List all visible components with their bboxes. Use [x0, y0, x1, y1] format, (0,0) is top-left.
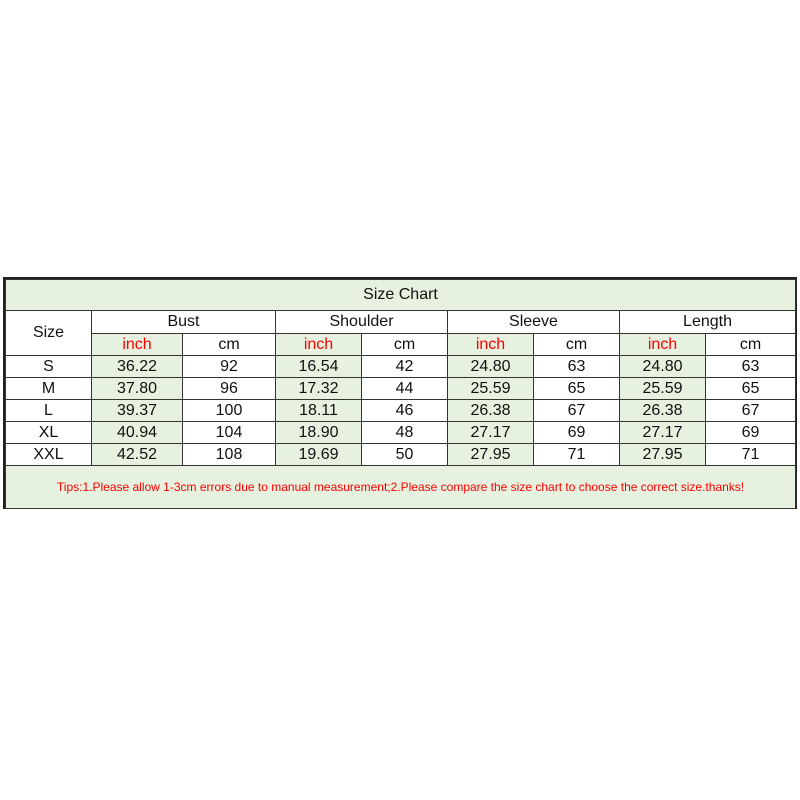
sleeve-inch-cell: 26.38: [448, 400, 534, 422]
unit-header: cm: [183, 334, 276, 356]
bust-cm-cell: 108: [183, 444, 276, 466]
size-chart-table: [5, 279, 796, 509]
bust-inch-cell: 37.80: [92, 378, 183, 400]
shoulder-cm-cell: 48: [362, 422, 448, 444]
unit-header: cm: [534, 334, 620, 356]
shoulder-cm-cell: 42: [362, 356, 448, 378]
sleeve-inch-cell: 25.59: [448, 378, 534, 400]
tips-text: Tips:1.Please allow 1-3cm errors due to manual measurement;2.Please compare the size chart to choose the correct size.thanks!: [56, 480, 745, 494]
bust-inch-cell: 39.37: [92, 400, 183, 422]
table-row: [6, 356, 796, 378]
length-inch-cell: 24.80: [620, 356, 706, 378]
unit-header: cm: [362, 334, 448, 356]
shoulder-cm-cell: 50: [362, 444, 448, 466]
sleeve-inch-cell: 24.80: [448, 356, 534, 378]
shoulder-inch-cell: 17.32: [276, 378, 362, 400]
shoulder-inch-cell: 18.90: [276, 422, 362, 444]
bust-inch-cell: 36.22: [92, 356, 183, 378]
bust-inch-cell: 40.94: [92, 422, 183, 444]
shoulder-inch-cell: 18.11: [276, 400, 362, 422]
length-inch-cell: 27.95: [620, 444, 706, 466]
size-label: M: [6, 378, 92, 400]
unit-header: inch: [448, 334, 534, 356]
unit-header: inch: [276, 334, 362, 356]
shoulder-cm-cell: 44: [362, 378, 448, 400]
tips-row: [6, 466, 796, 509]
group-header-length: Length: [620, 311, 796, 334]
size-label: XL: [6, 422, 92, 444]
shoulder-inch-cell: 19.69: [276, 444, 362, 466]
length-inch-cell: 26.38: [620, 400, 706, 422]
sleeve-inch-cell: 27.17: [448, 422, 534, 444]
bust-cm-cell: 92: [183, 356, 276, 378]
unit-header: inch: [92, 334, 183, 356]
table-row: [6, 444, 796, 466]
unit-header: inch: [620, 334, 706, 356]
shoulder-inch-cell: 16.54: [276, 356, 362, 378]
sleeve-inch-cell: 27.95: [448, 444, 534, 466]
group-header-sleeve: Sleeve: [448, 311, 620, 334]
table-row: [6, 422, 796, 444]
sleeve-cm-cell: 71: [534, 444, 620, 466]
sleeve-cm-cell: 69: [534, 422, 620, 444]
table-row: [6, 378, 796, 400]
size-label: S: [6, 356, 92, 378]
unit-header: cm: [706, 334, 796, 356]
sleeve-cm-cell: 65: [534, 378, 620, 400]
group-header-bust: Bust: [92, 311, 276, 334]
length-cm-cell: 63: [706, 356, 796, 378]
bust-cm-cell: 100: [183, 400, 276, 422]
length-cm-cell: 69: [706, 422, 796, 444]
bust-cm-cell: 104: [183, 422, 276, 444]
size-label: L: [6, 400, 92, 422]
length-inch-cell: 25.59: [620, 378, 706, 400]
shoulder-cm-cell: 46: [362, 400, 448, 422]
size-header: Size: [6, 311, 92, 356]
length-cm-cell: 71: [706, 444, 796, 466]
length-cm-cell: 67: [706, 400, 796, 422]
size-label: XXL: [6, 444, 92, 466]
bust-inch-cell: 42.52: [92, 444, 183, 466]
bust-cm-cell: 96: [183, 378, 276, 400]
size-chart-title: Size Chart: [6, 280, 796, 311]
length-cm-cell: 65: [706, 378, 796, 400]
sleeve-cm-cell: 63: [534, 356, 620, 378]
table-row: [6, 400, 796, 422]
size-chart: [3, 277, 797, 509]
length-inch-cell: 27.17: [620, 422, 706, 444]
sleeve-cm-cell: 67: [534, 400, 620, 422]
group-header-shoulder: Shoulder: [276, 311, 448, 334]
